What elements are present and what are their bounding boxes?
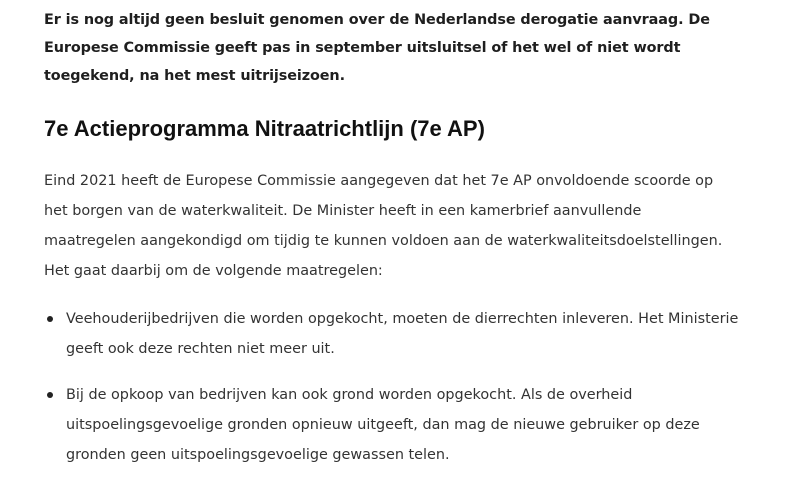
measures-list bbox=[44, 304, 759, 486]
bullet-icon bbox=[47, 392, 53, 398]
body-paragraph: Eind 2021 heeft de Europese Commissie aangegeven dat het 7e AP onvoldoende scoorde op het borgen van de waterkwaliteit. De Minister heeft in een kamerbrief aanvullende maatregelen aangekondigd om tijdig te kunnen voldoen aan de waterkwaliteitsdoelstellingen. Het gaat daarbij om de volgende maatregelen: bbox=[44, 173, 723, 279]
intro-paragraph: Er is nog altijd geen besluit genomen over de Nederlandse derogatie aanvraag. De Europese Commissie geeft pas in september uitsluitsel of het wel of niet wordt toegekend, na het mest uitrijseizoen. bbox=[44, 12, 710, 84]
list-item-text: Bij de opkoop van bedrijven kan ook grond worden opgekocht. Als de overheid uitspoelingsgevoelige gronden opnieuw uitgeeft, dan mag de nieuwe gebruiker op deze gronden geen uitspoelingsgevoelige gewassen telen. bbox=[66, 387, 700, 463]
list-item bbox=[44, 380, 759, 470]
list-item-text: Veehouderijbedrijven die worden opgekocht, moeten de dierrechten inleveren. Het Ministerie geeft ook deze rechten niet meer uit. bbox=[66, 311, 739, 357]
bullet-icon bbox=[47, 316, 53, 322]
section-title: 7e Actieprogramma Nitraatrichtlijn (7e AP) bbox=[44, 116, 485, 141]
list-item bbox=[44, 304, 759, 364]
